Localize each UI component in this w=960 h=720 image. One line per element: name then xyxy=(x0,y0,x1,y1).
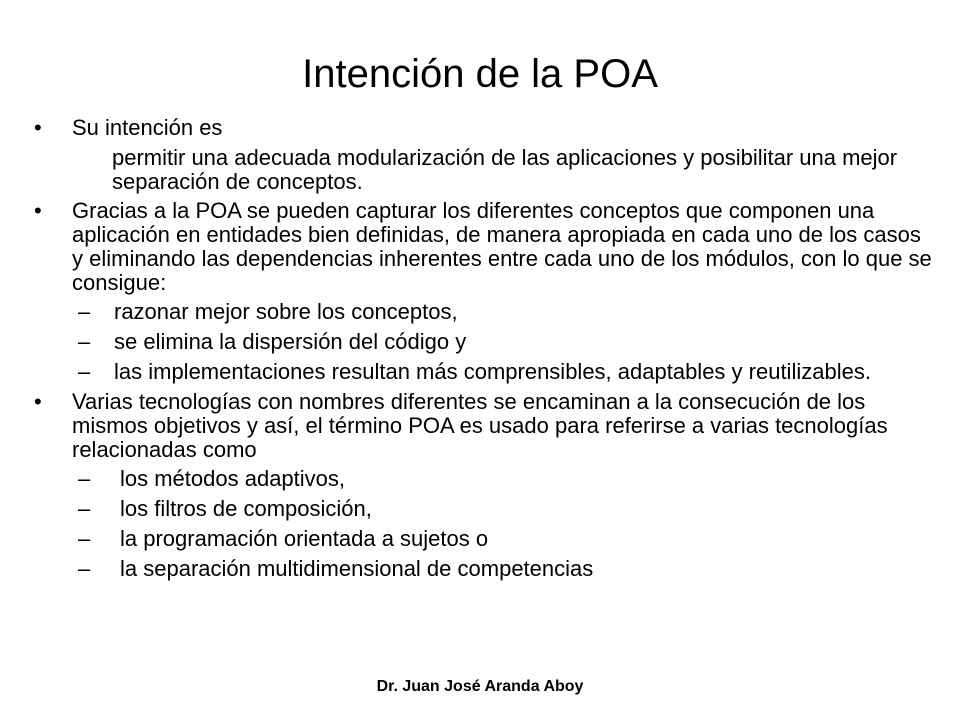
bullet-item xyxy=(34,116,934,140)
dash-icon: – xyxy=(78,329,91,354)
dash-icon: – xyxy=(78,526,91,551)
sub-item-text: la separación multidimensional de competencias xyxy=(120,556,594,581)
sub-item xyxy=(34,360,934,384)
sub-item-text: los filtros de composición, xyxy=(120,496,372,521)
bullet-icon: • xyxy=(34,389,42,414)
sub-item xyxy=(34,300,934,324)
bullet-item xyxy=(34,199,934,295)
sub-item-text: se elimina la dispersión del código y xyxy=(114,329,467,354)
sub-item xyxy=(34,467,934,491)
sub-item-text: las implementaciones resultan más comprensibles, adaptables y reutilizables. xyxy=(114,359,871,384)
sub-item xyxy=(34,497,934,521)
sub-item-text: los métodos adaptivos, xyxy=(120,466,346,491)
bullet-item xyxy=(34,390,934,462)
bullet-continuation-text: permitir una adecuada modularización de las aplicaciones y posibilitar una mejor separación de conceptos. xyxy=(112,145,898,194)
slide-title: Intención de la POA xyxy=(302,52,658,96)
dash-icon: – xyxy=(78,466,91,491)
sub-item-text: la programación orientada a sujetos o xyxy=(120,526,489,551)
dash-icon: – xyxy=(78,496,91,521)
sub-item-text: razonar mejor sobre los conceptos, xyxy=(114,299,458,324)
sub-item xyxy=(34,330,934,354)
bullet-text: Gracias a la POA se pueden capturar los diferentes conceptos que componen una aplicación en entidades bien definidas, de manera apropiada en cada uno de los casos y eliminando las dependencias inherentes entre cada uno de los módulos, con lo que se consigue: xyxy=(72,198,932,295)
slide-body xyxy=(34,116,934,587)
dash-icon: – xyxy=(78,556,91,581)
bullet-text: Su intención es xyxy=(72,115,223,140)
sub-item xyxy=(34,557,934,581)
sub-item xyxy=(34,527,934,551)
bullet-text: Varias tecnologías con nombres diferentes se encaminan a la consecución de los mismos objetivos y así, el término POA es usado para referirse a varias tecnologías relacionadas como xyxy=(72,389,888,462)
bullet-icon: • xyxy=(34,115,42,140)
bullet-icon: • xyxy=(34,198,42,223)
slide-footer-author: Dr. Juan José Aranda Aboy xyxy=(376,678,584,695)
dash-icon: – xyxy=(78,359,91,384)
dash-icon: – xyxy=(78,299,91,324)
